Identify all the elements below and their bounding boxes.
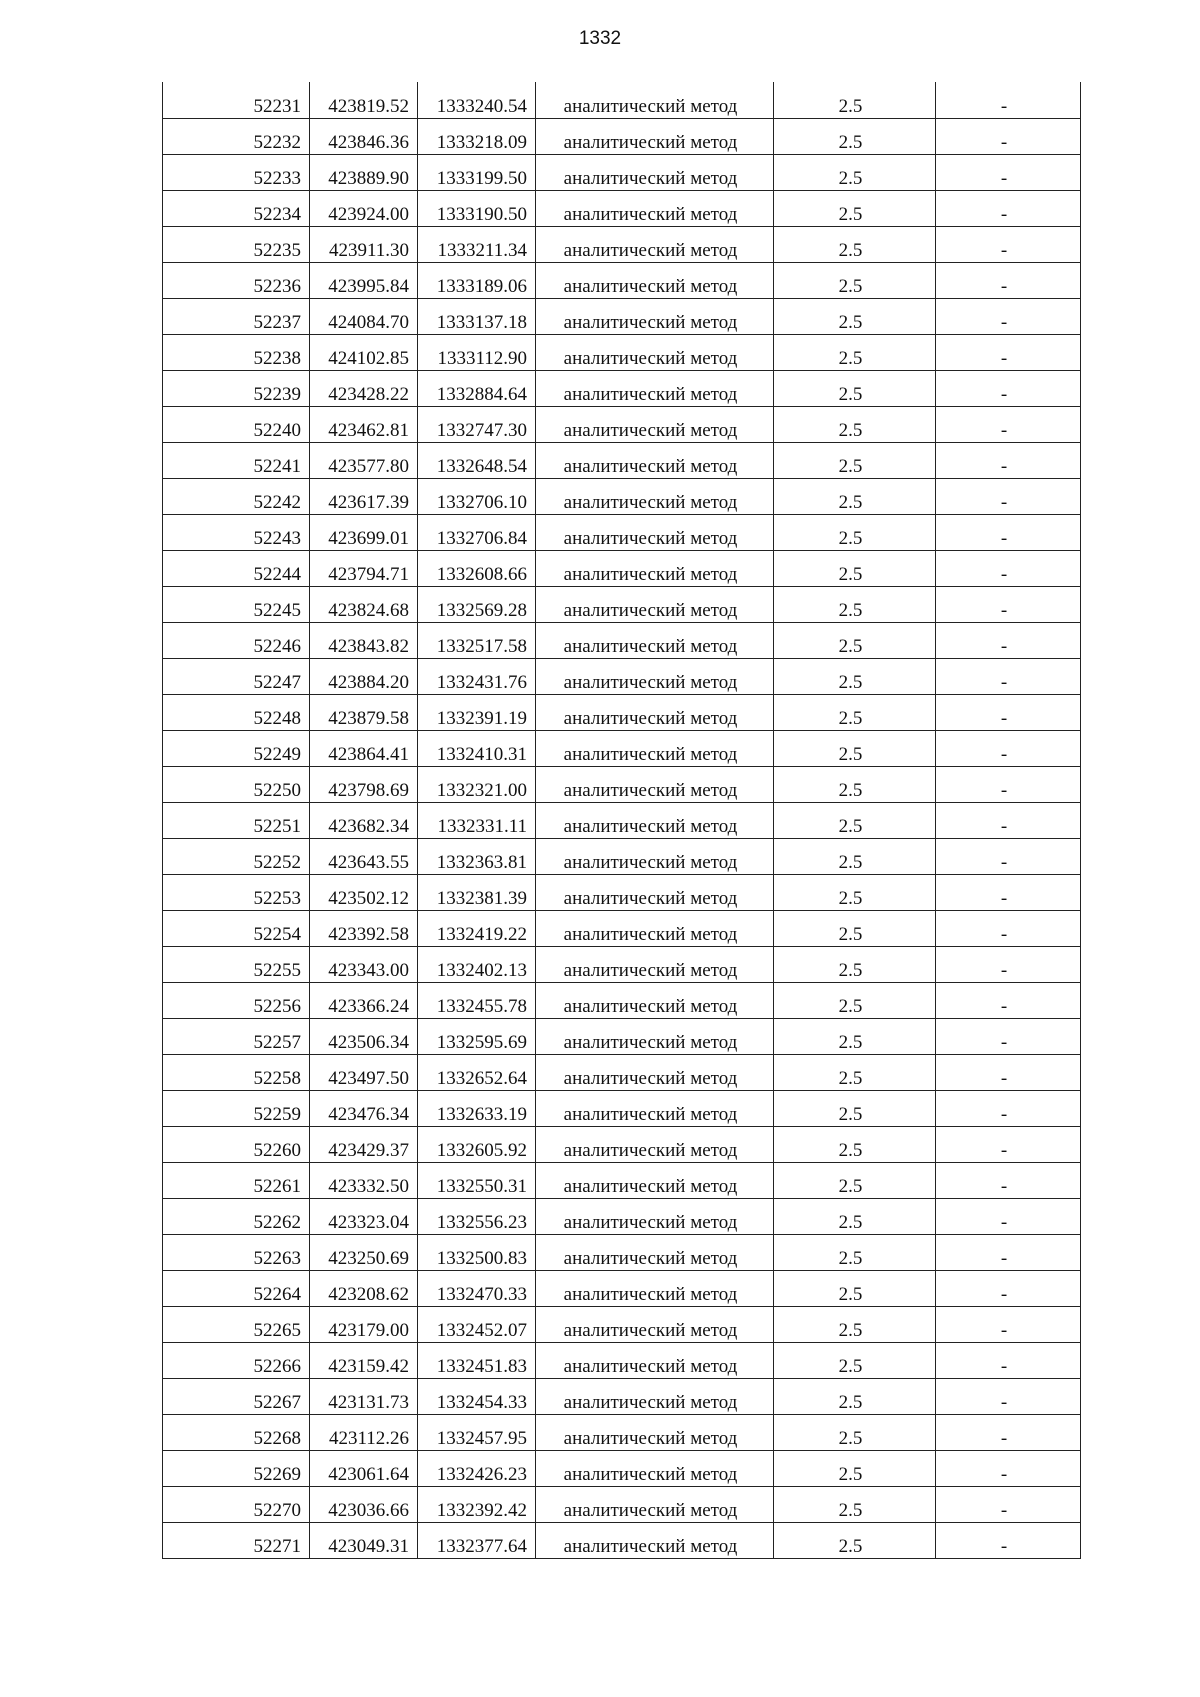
table-row [163,226,1081,262]
table-row [163,1270,1081,1306]
method-cell: аналитический метод [536,406,774,442]
accuracy-cell: 2.5 [774,334,936,370]
table-row [163,766,1081,802]
note-cell: - [936,118,1081,154]
table-row [163,406,1081,442]
accuracy-cell: 2.5 [774,1522,936,1558]
x-coordinate-cell: 423392.58 [310,910,418,946]
method-cell: аналитический метод [536,622,774,658]
table-row [163,1414,1081,1450]
point-number-cell: 52269 [163,1450,310,1486]
accuracy-cell: 2.5 [774,550,936,586]
y-coordinate-cell: 1332652.64 [418,1054,536,1090]
point-number-cell: 52233 [163,154,310,190]
note-cell: - [936,154,1081,190]
x-coordinate-cell: 423112.26 [310,1414,418,1450]
x-coordinate-cell: 423506.34 [310,1018,418,1054]
y-coordinate-cell: 1332452.07 [418,1306,536,1342]
note-cell: - [936,298,1081,334]
table-row [163,910,1081,946]
point-number-cell: 52270 [163,1486,310,1522]
table-row [163,550,1081,586]
note-cell: - [936,190,1081,226]
x-coordinate-cell: 423343.00 [310,946,418,982]
page-number: 1332 [578,28,622,49]
note-cell: - [936,82,1081,118]
y-coordinate-cell: 1332608.66 [418,550,536,586]
note-cell: - [936,586,1081,622]
accuracy-cell: 2.5 [774,838,936,874]
method-cell: аналитический метод [536,1126,774,1162]
note-cell: - [936,226,1081,262]
y-coordinate-cell: 1332419.22 [418,910,536,946]
y-coordinate-cell: 1332391.19 [418,694,536,730]
x-coordinate-cell: 423884.20 [310,658,418,694]
y-coordinate-cell: 1332426.23 [418,1450,536,1486]
accuracy-cell: 2.5 [774,1126,936,1162]
method-cell: аналитический метод [536,550,774,586]
note-cell: - [936,1018,1081,1054]
method-cell: аналитический метод [536,910,774,946]
y-coordinate-cell: 1332451.83 [418,1342,536,1378]
method-cell: аналитический метод [536,946,774,982]
point-number-cell: 52236 [163,262,310,298]
x-coordinate-cell: 423798.69 [310,766,418,802]
table-row [163,514,1081,550]
accuracy-cell: 2.5 [774,730,936,766]
coordinates-table [162,82,1081,1559]
note-cell: - [936,802,1081,838]
table-row [163,82,1081,118]
y-coordinate-cell: 1332331.11 [418,802,536,838]
accuracy-cell: 2.5 [774,1342,936,1378]
note-cell: - [936,370,1081,406]
method-cell: аналитический метод [536,478,774,514]
point-number-cell: 52265 [163,1306,310,1342]
method-cell: аналитический метод [536,730,774,766]
method-cell: аналитический метод [536,334,774,370]
table-row [163,694,1081,730]
table-row [163,118,1081,154]
x-coordinate-cell: 423699.01 [310,514,418,550]
x-coordinate-cell: 423159.42 [310,1342,418,1378]
note-cell: - [936,1342,1081,1378]
x-coordinate-cell: 423208.62 [310,1270,418,1306]
y-coordinate-cell: 1333240.54 [418,82,536,118]
method-cell: аналитический метод [536,118,774,154]
method-cell: аналитический метод [536,1342,774,1378]
method-cell: аналитический метод [536,874,774,910]
table-row [163,1054,1081,1090]
point-number-cell: 52257 [163,1018,310,1054]
y-coordinate-cell: 1332363.81 [418,838,536,874]
table-row [163,1378,1081,1414]
note-cell: - [936,1054,1081,1090]
y-coordinate-cell: 1333199.50 [418,154,536,190]
y-coordinate-cell: 1332556.23 [418,1198,536,1234]
point-number-cell: 52234 [163,190,310,226]
table-row [163,1522,1081,1558]
table-row [163,1126,1081,1162]
method-cell: аналитический метод [536,1378,774,1414]
point-number-cell: 52258 [163,1054,310,1090]
x-coordinate-cell: 423323.04 [310,1198,418,1234]
accuracy-cell: 2.5 [774,586,936,622]
note-cell: - [936,1126,1081,1162]
point-number-cell: 52250 [163,766,310,802]
note-cell: - [936,838,1081,874]
y-coordinate-cell: 1332595.69 [418,1018,536,1054]
x-coordinate-cell: 423497.50 [310,1054,418,1090]
accuracy-cell: 2.5 [774,82,936,118]
table-row [163,442,1081,478]
note-cell: - [936,1270,1081,1306]
accuracy-cell: 2.5 [774,1378,936,1414]
table-row [163,154,1081,190]
table-row [163,982,1081,1018]
accuracy-cell: 2.5 [774,1234,936,1270]
y-coordinate-cell: 1332569.28 [418,586,536,622]
note-cell: - [936,262,1081,298]
note-cell: - [936,1486,1081,1522]
point-number-cell: 52244 [163,550,310,586]
method-cell: аналитический метод [536,838,774,874]
note-cell: - [936,874,1081,910]
y-coordinate-cell: 1332410.31 [418,730,536,766]
x-coordinate-cell: 423843.82 [310,622,418,658]
table-row [163,190,1081,226]
method-cell: аналитический метод [536,1522,774,1558]
y-coordinate-cell: 1332605.92 [418,1126,536,1162]
y-coordinate-cell: 1332321.00 [418,766,536,802]
x-coordinate-cell: 423819.52 [310,82,418,118]
y-coordinate-cell: 1332402.13 [418,946,536,982]
x-coordinate-cell: 423995.84 [310,262,418,298]
x-coordinate-cell: 424084.70 [310,298,418,334]
x-coordinate-cell: 423846.36 [310,118,418,154]
x-coordinate-cell: 423879.58 [310,694,418,730]
note-cell: - [936,514,1081,550]
accuracy-cell: 2.5 [774,370,936,406]
accuracy-cell: 2.5 [774,622,936,658]
x-coordinate-cell: 423824.68 [310,586,418,622]
x-coordinate-cell: 423889.90 [310,154,418,190]
method-cell: аналитический метод [536,370,774,406]
note-cell: - [936,910,1081,946]
point-number-cell: 52255 [163,946,310,982]
point-number-cell: 52268 [163,1414,310,1450]
method-cell: аналитический метод [536,262,774,298]
method-cell: аналитический метод [536,1270,774,1306]
table-row [163,298,1081,334]
note-cell: - [936,1414,1081,1450]
method-cell: аналитический метод [536,514,774,550]
x-coordinate-cell: 423366.24 [310,982,418,1018]
y-coordinate-cell: 1333112.90 [418,334,536,370]
point-number-cell: 52235 [163,226,310,262]
method-cell: аналитический метод [536,190,774,226]
accuracy-cell: 2.5 [774,910,936,946]
method-cell: аналитический метод [536,442,774,478]
y-coordinate-cell: 1332648.54 [418,442,536,478]
y-coordinate-cell: 1333190.50 [418,190,536,226]
table-row [163,874,1081,910]
method-cell: аналитический метод [536,802,774,838]
x-coordinate-cell: 423429.37 [310,1126,418,1162]
table-row [163,334,1081,370]
point-number-cell: 52254 [163,910,310,946]
table-row [163,370,1081,406]
x-coordinate-cell: 423577.80 [310,442,418,478]
method-cell: аналитический метод [536,1450,774,1486]
y-coordinate-cell: 1332381.39 [418,874,536,910]
x-coordinate-cell: 423476.34 [310,1090,418,1126]
y-coordinate-cell: 1332470.33 [418,1270,536,1306]
table-row [163,586,1081,622]
point-number-cell: 52232 [163,118,310,154]
point-number-cell: 52262 [163,1198,310,1234]
note-cell: - [936,658,1081,694]
method-cell: аналитический метод [536,586,774,622]
accuracy-cell: 2.5 [774,298,936,334]
accuracy-cell: 2.5 [774,1270,936,1306]
accuracy-cell: 2.5 [774,1306,936,1342]
y-coordinate-cell: 1332392.42 [418,1486,536,1522]
table-row [163,1018,1081,1054]
accuracy-cell: 2.5 [774,478,936,514]
y-coordinate-cell: 1332706.10 [418,478,536,514]
point-number-cell: 52237 [163,298,310,334]
y-coordinate-cell: 1333137.18 [418,298,536,334]
point-number-cell: 52264 [163,1270,310,1306]
note-cell: - [936,730,1081,766]
point-number-cell: 52256 [163,982,310,1018]
table-row [163,838,1081,874]
y-coordinate-cell: 1332431.76 [418,658,536,694]
table-row [163,730,1081,766]
y-coordinate-cell: 1333211.34 [418,226,536,262]
x-coordinate-cell: 423061.64 [310,1450,418,1486]
method-cell: аналитический метод [536,154,774,190]
point-number-cell: 52248 [163,694,310,730]
y-coordinate-cell: 1333189.06 [418,262,536,298]
x-coordinate-cell: 423250.69 [310,1234,418,1270]
method-cell: аналитический метод [536,1198,774,1234]
accuracy-cell: 2.5 [774,946,936,982]
accuracy-cell: 2.5 [774,118,936,154]
point-number-cell: 52241 [163,442,310,478]
table-row [163,262,1081,298]
note-cell: - [936,1522,1081,1558]
point-number-cell: 52245 [163,586,310,622]
table-row [163,946,1081,982]
point-number-cell: 52240 [163,406,310,442]
x-coordinate-cell: 423502.12 [310,874,418,910]
accuracy-cell: 2.5 [774,190,936,226]
note-cell: - [936,1450,1081,1486]
note-cell: - [936,946,1081,982]
point-number-cell: 52243 [163,514,310,550]
point-number-cell: 52266 [163,1342,310,1378]
coordinates-table-body [163,82,1081,1558]
accuracy-cell: 2.5 [774,442,936,478]
point-number-cell: 52260 [163,1126,310,1162]
point-number-cell: 52247 [163,658,310,694]
note-cell: - [936,1306,1081,1342]
x-coordinate-cell: 424102.85 [310,334,418,370]
method-cell: аналитический метод [536,226,774,262]
point-number-cell: 52251 [163,802,310,838]
note-cell: - [936,334,1081,370]
point-number-cell: 52271 [163,1522,310,1558]
y-coordinate-cell: 1332747.30 [418,406,536,442]
accuracy-cell: 2.5 [774,802,936,838]
accuracy-cell: 2.5 [774,1198,936,1234]
note-cell: - [936,982,1081,1018]
table-row [163,1090,1081,1126]
note-cell: - [936,1198,1081,1234]
accuracy-cell: 2.5 [774,874,936,910]
note-cell: - [936,442,1081,478]
note-cell: - [936,1234,1081,1270]
note-cell: - [936,766,1081,802]
point-number-cell: 52231 [163,82,310,118]
x-coordinate-cell: 423924.00 [310,190,418,226]
note-cell: - [936,1090,1081,1126]
point-number-cell: 52246 [163,622,310,658]
accuracy-cell: 2.5 [774,766,936,802]
table-row [163,1234,1081,1270]
y-coordinate-cell: 1332454.33 [418,1378,536,1414]
note-cell: - [936,550,1081,586]
point-number-cell: 52239 [163,370,310,406]
accuracy-cell: 2.5 [774,658,936,694]
method-cell: аналитический метод [536,1054,774,1090]
x-coordinate-cell: 423682.34 [310,802,418,838]
point-number-cell: 52267 [163,1378,310,1414]
method-cell: аналитический метод [536,1414,774,1450]
method-cell: аналитический метод [536,766,774,802]
point-number-cell: 52261 [163,1162,310,1198]
x-coordinate-cell: 423179.00 [310,1306,418,1342]
x-coordinate-cell: 423794.71 [310,550,418,586]
method-cell: аналитический метод [536,1486,774,1522]
accuracy-cell: 2.5 [774,1054,936,1090]
y-coordinate-cell: 1332884.64 [418,370,536,406]
method-cell: аналитический метод [536,298,774,334]
accuracy-cell: 2.5 [774,1018,936,1054]
x-coordinate-cell: 423643.55 [310,838,418,874]
accuracy-cell: 2.5 [774,406,936,442]
table-row [163,1306,1081,1342]
table-row [163,1450,1081,1486]
table-row [163,1198,1081,1234]
y-coordinate-cell: 1333218.09 [418,118,536,154]
accuracy-cell: 2.5 [774,262,936,298]
x-coordinate-cell: 423131.73 [310,1378,418,1414]
note-cell: - [936,694,1081,730]
note-cell: - [936,478,1081,514]
point-number-cell: 52238 [163,334,310,370]
note-cell: - [936,622,1081,658]
x-coordinate-cell: 423617.39 [310,478,418,514]
point-number-cell: 52242 [163,478,310,514]
accuracy-cell: 2.5 [774,1414,936,1450]
accuracy-cell: 2.5 [774,1090,936,1126]
accuracy-cell: 2.5 [774,226,936,262]
point-number-cell: 52249 [163,730,310,766]
note-cell: - [936,1162,1081,1198]
accuracy-cell: 2.5 [774,1162,936,1198]
method-cell: аналитический метод [536,1090,774,1126]
method-cell: аналитический метод [536,1306,774,1342]
method-cell: аналитический метод [536,1018,774,1054]
accuracy-cell: 2.5 [774,694,936,730]
method-cell: аналитический метод [536,982,774,1018]
point-number-cell: 52259 [163,1090,310,1126]
table-row [163,1342,1081,1378]
x-coordinate-cell: 423428.22 [310,370,418,406]
point-number-cell: 52253 [163,874,310,910]
x-coordinate-cell: 423332.50 [310,1162,418,1198]
method-cell: аналитический метод [536,82,774,118]
note-cell: - [936,1378,1081,1414]
accuracy-cell: 2.5 [774,982,936,1018]
point-number-cell: 52252 [163,838,310,874]
note-cell: - [936,406,1081,442]
x-coordinate-cell: 423049.31 [310,1522,418,1558]
y-coordinate-cell: 1332457.95 [418,1414,536,1450]
point-number-cell: 52263 [163,1234,310,1270]
accuracy-cell: 2.5 [774,1450,936,1486]
accuracy-cell: 2.5 [774,514,936,550]
accuracy-cell: 2.5 [774,1486,936,1522]
accuracy-cell: 2.5 [774,154,936,190]
y-coordinate-cell: 1332633.19 [418,1090,536,1126]
y-coordinate-cell: 1332500.83 [418,1234,536,1270]
table-row [163,802,1081,838]
x-coordinate-cell: 423036.66 [310,1486,418,1522]
method-cell: аналитический метод [536,694,774,730]
y-coordinate-cell: 1332517.58 [418,622,536,658]
table-row [163,1486,1081,1522]
table-row [163,622,1081,658]
table-row [163,478,1081,514]
table-row [163,658,1081,694]
table-row [163,1162,1081,1198]
y-coordinate-cell: 1332455.78 [418,982,536,1018]
x-coordinate-cell: 423864.41 [310,730,418,766]
y-coordinate-cell: 1332706.84 [418,514,536,550]
method-cell: аналитический метод [536,1234,774,1270]
y-coordinate-cell: 1332377.64 [418,1522,536,1558]
method-cell: аналитический метод [536,1162,774,1198]
x-coordinate-cell: 423462.81 [310,406,418,442]
x-coordinate-cell: 423911.30 [310,226,418,262]
method-cell: аналитический метод [536,658,774,694]
y-coordinate-cell: 1332550.31 [418,1162,536,1198]
